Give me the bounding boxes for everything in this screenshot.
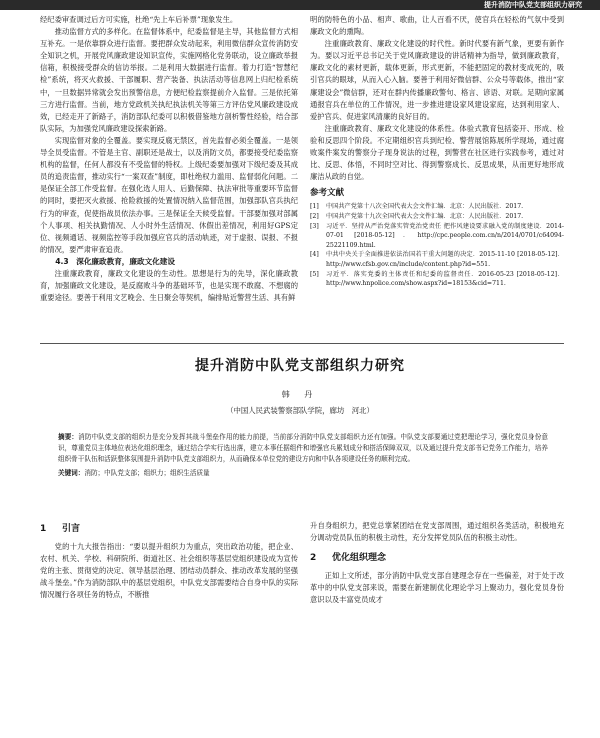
reference-number: [3] — [310, 222, 319, 230]
reference-item — [310, 202, 564, 212]
reference-text: 习近平．落实党委的主体责任和纪委的监督责任．2016-05-23 [2018-05-12]．http://www.hnpolice.com/show.aspx?id=18153&cid=711. — [326, 270, 564, 288]
body-paragraph: 推动监督方式的多样化。在监督体系中，纪委监督是主导，其他监督方式相互补充。一是依靠群众进行监督。要把群众发动起来，利用微信群众宣传消防安全知识之机，开展党风廉政建设知识宣传，实施网格化党务联动，设立廉政举报信箱，积极接受群众的信访举报。二是利用大数据进行监督。着力打造“智慧纪检”系统，将灭火救援、干部履职、营产装备、执法活动等信息网上归纪检系统中，一旦数据异常就会发出预警信息，方便纪检监察提前介入监督。三是依托第三方进行监督。当前，地方党政机关执纪执法机关等第三方评估党风廉政建设成效，已经走开了新路子，消防部队纪委可以积极借鉴地方剖析警性经验，结合部队实际，为加强党风廉政建设探索新路。 — [40, 27, 298, 133]
body-paragraph: 经纪委审查调过后方可实施，杜绝“先上车后补票”现象发生。 — [40, 15, 238, 24]
reference-text: 中国共产党第十八次全国代表大会文件汇编．北京：人民出版社．2017. — [326, 203, 524, 211]
reference-number: [5] — [310, 270, 319, 278]
abstract-block — [58, 432, 548, 479]
previous-article-left-column — [40, 14, 298, 336]
reference-text: 习近平．坚持从严治党落实管党治党责任 把作风建设要求融入党的制度建设．2014-07-01 [2018-05-12]．http://cpc.people.com.cn/n/2014/0701/c64094-25221109.html. — [326, 222, 564, 249]
reference-text: 中国共产党第十九次全国代表大会文件汇编．北京：人民出版社．2017. — [326, 213, 524, 220]
section-title: 引言 — [62, 524, 81, 534]
reference-number: [2] — [310, 213, 319, 220]
abstract — [58, 432, 548, 466]
keywords — [58, 468, 548, 479]
article-left-column — [40, 520, 298, 732]
section-heading-4-3: 4.3 深化廉政教育，廉政文化建设 — [55, 256, 175, 266]
reference-item — [310, 222, 564, 251]
article-divider — [40, 343, 564, 344]
reference-text: 中共中央关于全面推进依法治国若干重大问题的决定．2015-11-10 [2018-05-12]．http://www.cfsb.gov.cn/include/content.php?id=551. — [326, 251, 564, 268]
keywords-text: 消防；中队党支部；组织力；组织生活质量 — [84, 468, 210, 477]
reference-item — [310, 250, 564, 269]
section-heading-2 — [310, 552, 564, 564]
references-title: 参考文献 — [310, 188, 345, 199]
abstract-text: 消防中队党支部的组织力是充分发挥其战斗堡垒作用的能力前提，当前部分消防中队党支部组织力还有加强。中队党支部要通过党把理论学习，强化党员身份意识，尊重党员主体地位表达化组织理念，通过结合学实行选出落，建立本事任据组件和增强官兵累划成分和搭活保障双双，以及通过提升党支部书记党务工作能力，培养组织骨干队伍和活跃整体氛围提升消防中队党支部组织力，从而确保本单位党的建设方向和中队各项建设任务的顺利完成。 — [58, 433, 549, 464]
article-right-column — [310, 520, 564, 732]
body-paragraph: 明的防特色的小品、相声、歌曲，让人百看不厌，使官兵在轻松的气氛中受到廉政文化的熏陶。 — [310, 15, 564, 37]
reference-item — [310, 270, 564, 289]
section-number: 1 — [40, 524, 47, 534]
body-paragraph: 实现监督对象的全覆盖。要实现反腐无禁区，首先监督必须全覆盖。一是领导全员受监督。不管是主官、副职还是战士，以及消防文员，都要接受纪委监察机构的监督，任何人都没有不受监督的特权。上级纪委要加强对下级纪委及其成员的追责监督，推动实行“一案双查”制度，即杜绝权力滥用、监督弱化问题。二是保证全部工作受监督。在强化选人用人、后勤保障、执法审批等重要环节监督的同时，要把灭火救援、抢险救援的处置情况纳入监督范围，加强部队官兵执纪行为的审查，促使指战员依法办事。三是保证全天候受监督。干部要加强对部属个人事项、相关执勤情况、人小时外生活情况、休假出差情况，利用好GPS定位、视频通话、视频监控等手段加强应官兵的活动轨迹，对于虚报、误报、不报的情况，要严肃审查追责。 — [40, 135, 298, 254]
author-affiliation: （中国人民武装警察部队学院，廊坊 河北） — [226, 406, 374, 415]
body-paragraph: 升自身组织力，把党总掌紧团结在党支部周围，通过组织各类活动，积极地充分调动党员队伍的积极主动性，充分发挥党员队伍的积极主动性。 — [310, 521, 564, 543]
body-paragraph: 注重廉政教育、廉政文化建设的体系性。体验式教育包括姿开、形成、检验和反思四个阶段。不定期组织官兵到纪检、警营展馆陈展所学现场，通过腐败案件案发的警察分子现身说法的过程，到警营在社区进行实践参考，通过对比、反思、体悟，不同时空对比、得到警察成长、反思成果，从而更好地形成廉洁从政的自觉。 — [310, 123, 564, 182]
keywords-label: 关键词： — [58, 468, 85, 477]
previous-article-right-column — [310, 14, 564, 336]
body-paragraph: 正如上文所述，部分消防中队党支部自建理念存在一些偏差，对于处于改革中的中队党支部来说，需要在新建制优化理论学习上聚动力，强化党员身份意识以及丰富党员成才 — [310, 571, 564, 605]
paper-title: 提升消防中队党支部组织力研究 — [195, 358, 405, 374]
running-header-title: 提升消防中队党支部组织力研究 — [484, 1, 582, 9]
reference-number: [4] — [310, 251, 319, 259]
section-title: 优化组织理念 — [332, 553, 387, 564]
section-number: 2 — [310, 553, 317, 564]
abstract-label: 摘要： — [58, 433, 79, 441]
body-paragraph: 党的十九大报告指出：“要以提升组织力为重点，突出政治功能，把企业、农村、机关、学校、科研院所、街道社区、社会组织等基层党组织建设成为宣传党的主张、贯彻党的决定、领导基层治理、团结动员群众、推动改革发展的坚强战斗堡垒。”作为消防部队中的基层党组织，中队党支部需要结合自身中队的实际情况履行各项任务的特点，不断推 — [40, 542, 298, 600]
author-name: 韩 丹 — [281, 390, 319, 399]
body-paragraph: 注重廉政教育、廉政文化建设的时代性。新时代要有新气象，更要有新作为。要以习近平总书记关于党风廉政建设的讲话精神为指导，做到廉政教育，廉政文化的素材更新，载体更新，形式更新，不能把固定的教材变成死的，吸引官兵的眼球，从而入心入脑。要善于利用好微信群、公众号等载体，推出“家廉建设会”微信群，还对在群内传播廉政警句、格言、谚语、对联。足期向家属通报官兵在单位的工作情况，进一步推进建设家风建设家庭，达到利用家人、爱护官兵、促进家风清廉的良好目的。 — [310, 39, 564, 121]
reference-item — [310, 212, 564, 222]
body-paragraph: 注重廉政教育，廉政文化建设的生动性。思想是行为的先导，深化廉政教育，加强廉政文化建设，是反腐败斗争的基础环节，也是实现不敢腐、不想腐的重要途径。要善于利用文艺晚会、生日聚会等契机，编排贴近警营生活、具有鲜 — [40, 268, 298, 303]
reference-number: [1] — [310, 203, 319, 211]
section-heading-1 — [40, 523, 298, 535]
